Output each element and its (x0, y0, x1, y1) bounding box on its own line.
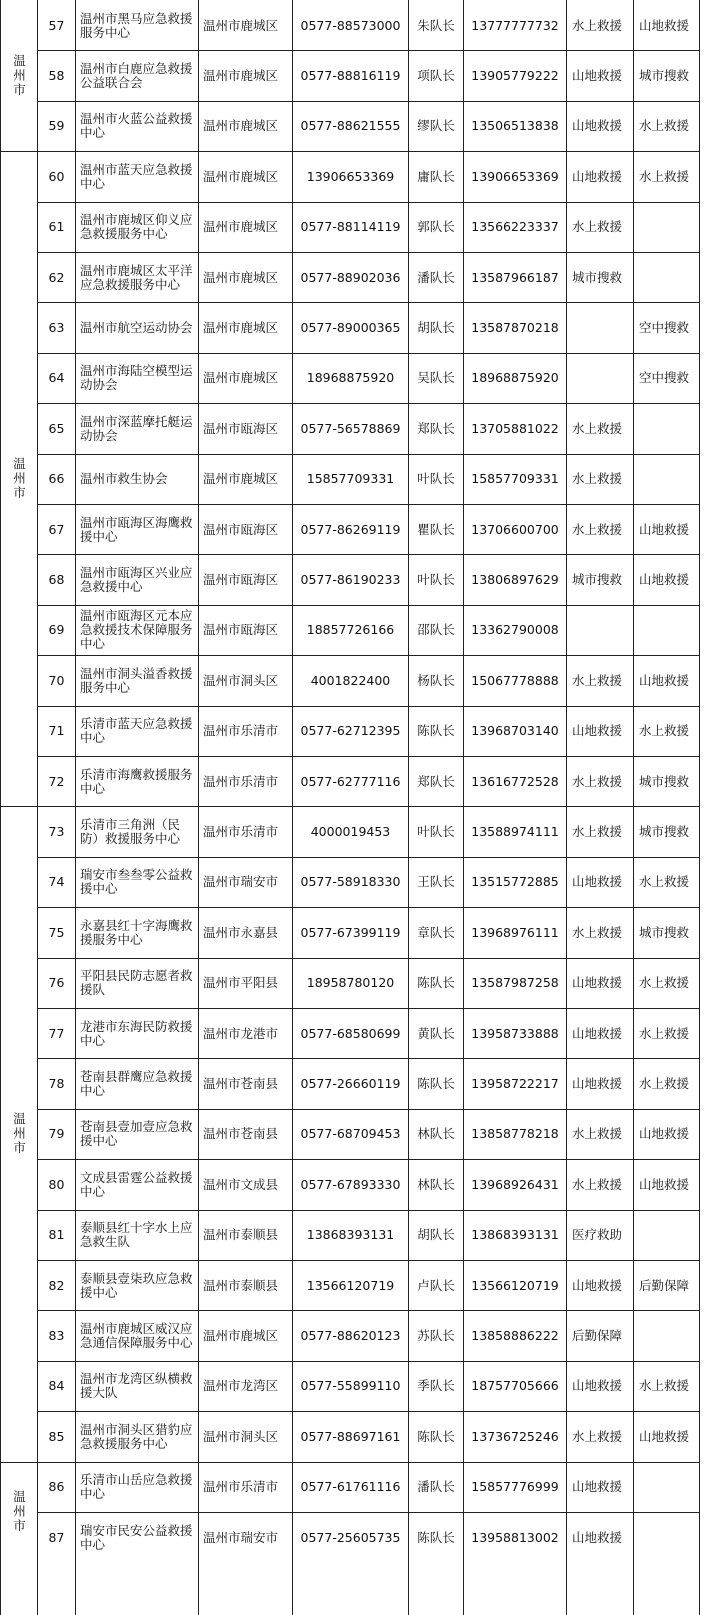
cell-district: 温州市瓯海区 (203, 521, 279, 537)
cell-office-phone: 4000019453 (310, 824, 391, 840)
cell-rescue-type-secondary (634, 606, 700, 655)
cell-team-leader: 潘队长 (417, 269, 455, 285)
cell-mobile-phone: 13968926431 (471, 1176, 559, 1192)
cell-rescue-type-primary: 山地救援 (572, 723, 623, 739)
cell-rescue-type-secondary (634, 1463, 700, 1512)
cell-district: 温州市鹿城区 (203, 68, 279, 84)
cell-row-number: 82 (48, 1277, 65, 1293)
cell-team-name: 温州市瓯海区海鹰救援中心 (80, 514, 193, 544)
cell-row-number: 68 (48, 572, 65, 588)
cell-mobile-phone: 18968875920 (471, 370, 559, 386)
cell-team-name: 温州市鹿城区仰义应急救援服务中心 (80, 212, 193, 242)
cell-rescue-type-primary: 山地救援 (572, 68, 623, 84)
cell-rescue-type-secondary: 城市搜救 (639, 924, 690, 940)
cell-row-number: 59 (48, 118, 65, 134)
cell-team-name: 泰顺县红十字水上应急救生队 (80, 1220, 193, 1250)
cell-team-name: 温州市深蓝摩托艇运动协会 (80, 413, 193, 443)
cell-mobile-phone: 13858778218 (471, 1126, 559, 1142)
cell-office-phone: 0577-89000365 (300, 320, 401, 336)
cell-district: 温州市乐清市 (203, 824, 279, 840)
cell-rescue-type-secondary: 城市搜救 (639, 773, 690, 789)
cell-rescue-type-secondary: 水上救援 (639, 975, 690, 991)
cell-team-name: 温州市火蓝公益救援中心 (80, 111, 193, 141)
cell-office-phone: 0577-68580699 (300, 1025, 401, 1041)
cell-district: 温州市瓯海区 (203, 622, 279, 638)
cell-rescue-type-primary: 山地救援 (572, 118, 623, 134)
cell-rescue-type-secondary (634, 1211, 700, 1260)
cell-row-number: 58 (48, 68, 65, 84)
region-label: 温州市 (11, 457, 27, 501)
cell-rescue-type-secondary: 后勤保障 (639, 1277, 690, 1293)
cell-mobile-phone: 13587966187 (471, 269, 559, 285)
cell-rescue-type-secondary: 山地救援 (639, 572, 690, 588)
cell-row-number: 67 (48, 521, 65, 537)
cell-district: 温州市平阳县 (203, 975, 279, 991)
cell-mobile-phone: 13777777732 (471, 17, 559, 33)
cell-mobile-phone: 13706600700 (471, 521, 559, 537)
cell-row-number: 86 (48, 1479, 65, 1495)
cell-team-leader: 庸队长 (417, 168, 455, 184)
cell-row-number: 77 (48, 1025, 65, 1041)
cell-row-number: 84 (48, 1378, 65, 1394)
cell-rescue-type-primary: 山地救援 (572, 1277, 623, 1293)
cell-team-name: 温州市瓯海区兴业应急救援中心 (80, 565, 193, 595)
region-separator (0, 1462, 37, 1463)
cell-team-leader: 陈队长 (417, 723, 455, 739)
cell-office-phone: 0577-56578869 (300, 420, 401, 436)
cell-rescue-type-primary: 山地救援 (572, 1025, 623, 1041)
cell-office-phone: 0577-88573000 (300, 17, 401, 33)
cell-office-phone: 0577-68709453 (300, 1126, 401, 1142)
cell-team-name: 龙港市东海民防救援中心 (80, 1018, 193, 1048)
cell-rescue-type-secondary: 城市搜救 (639, 68, 690, 84)
cell-district: 温州市鹿城区 (203, 219, 279, 235)
cell-team-leader: 陈队长 (417, 1428, 455, 1444)
cell-row-number: 65 (48, 420, 65, 436)
cell-office-phone: 0577-86269119 (300, 521, 401, 537)
cell-mobile-phone: 13515772885 (471, 874, 559, 890)
cell-rescue-type-secondary: 空中搜救 (639, 370, 690, 386)
cell-rescue-type-secondary (634, 203, 700, 252)
region-cell (0, 151, 37, 806)
cell-district: 温州市鹿城区 (203, 370, 279, 386)
cell-district: 温州市文成县 (203, 1176, 279, 1192)
cell-district: 温州市鹿城区 (203, 118, 279, 134)
cell-team-name: 乐清市三角洲（民防）救援服务中心 (80, 817, 181, 847)
cell-rescue-type-primary: 山地救援 (572, 874, 623, 890)
cell-mobile-phone: 13958733888 (471, 1025, 559, 1041)
cell-team-name: 苍南县壹加壹应急救援中心 (80, 1119, 193, 1149)
cell-row-number: 80 (48, 1176, 65, 1192)
cell-team-leader: 瞿队长 (417, 521, 455, 537)
cell-team-name: 温州市洞头溢香救援服务中心 (80, 665, 193, 695)
cell-team-leader: 吴队长 (417, 370, 455, 386)
cell-team-leader: 朱队长 (417, 17, 455, 33)
cell-rescue-type-primary: 山地救援 (572, 975, 623, 991)
cell-team-leader: 潘队长 (417, 1479, 455, 1495)
cell-rescue-type-primary: 水上救援 (572, 420, 623, 436)
cell-team-name: 温州市瓯海区元本应急救援技术保障服务中心 (80, 608, 193, 652)
cell-office-phone: 0577-67399119 (300, 924, 401, 940)
cell-rescue-type-secondary: 山地救援 (639, 1428, 690, 1444)
cell-office-phone: 0577-25605735 (300, 1529, 401, 1545)
cell-rescue-type-secondary: 山地救援 (639, 521, 690, 537)
cell-mobile-phone: 13705881022 (471, 420, 559, 436)
cell-office-phone: 15857709331 (306, 471, 395, 487)
cell-rescue-type-primary (567, 606, 633, 655)
cell-team-name: 乐清市海鹰救援服务中心 (80, 766, 193, 796)
cell-rescue-type-secondary (634, 1513, 700, 1562)
region-separator (0, 151, 37, 152)
cell-row-number: 83 (48, 1328, 65, 1344)
cell-team-leader: 项队长 (417, 68, 455, 84)
region-cell (0, 1462, 37, 1563)
cell-rescue-type-secondary: 水上救援 (639, 168, 690, 184)
cell-team-leader: 陈队长 (417, 1076, 455, 1092)
cell-row-number: 57 (48, 17, 65, 33)
cell-team-name: 温州市救生协会 (80, 471, 168, 487)
cell-office-phone: 0577-88816119 (300, 68, 401, 84)
cell-team-leader: 林队长 (417, 1176, 455, 1192)
cell-rescue-type-secondary (634, 1311, 700, 1360)
cell-team-leader: 胡队长 (417, 1227, 455, 1243)
cell-team-name: 瑞安市民安公益救援中心 (80, 1522, 193, 1552)
cell-rescue-type-secondary: 水上救援 (639, 874, 690, 890)
cell-rescue-type-primary: 山地救援 (572, 1378, 623, 1394)
cell-office-phone: 0577-67893330 (300, 1176, 401, 1192)
cell-district: 温州市瑞安市 (203, 1529, 279, 1545)
cell-district: 温州市龙湾区 (203, 1378, 279, 1394)
cell-rescue-type-primary: 水上救援 (572, 521, 623, 537)
cell-mobile-phone: 13906653369 (471, 168, 559, 184)
cell-team-leader: 林队长 (417, 1126, 455, 1142)
cell-team-leader: 黄队长 (417, 1025, 455, 1041)
cell-team-leader: 陈队长 (417, 975, 455, 991)
cell-rescue-type-primary: 水上救援 (572, 1126, 623, 1142)
cell-team-leader: 章队长 (417, 924, 455, 940)
cell-row-number: 71 (48, 723, 65, 739)
cell-row-number: 75 (48, 924, 65, 940)
cell-mobile-phone: 13858886222 (471, 1328, 559, 1344)
cell-rescue-type-secondary: 水上救援 (639, 118, 690, 134)
cell-office-phone: 0577-61761116 (300, 1479, 401, 1495)
cell-team-name: 乐清市蓝天应急救援中心 (80, 716, 193, 746)
cell-office-phone: 13566120719 (306, 1277, 395, 1293)
cell-team-name: 温州市蓝天应急救援中心 (80, 161, 193, 191)
cell-rescue-type-secondary: 山地救援 (639, 1176, 690, 1192)
cell-rescue-type-primary: 水上救援 (572, 219, 623, 235)
cell-rescue-type-primary: 山地救援 (572, 168, 623, 184)
cell-team-name: 温州市黑马应急救援服务中心 (80, 10, 193, 40)
cell-mobile-phone: 13968976111 (471, 924, 559, 940)
cell-office-phone: 0577-88621555 (300, 118, 401, 134)
cell-row-number: 62 (48, 269, 65, 285)
cell-office-phone: 18958780120 (306, 975, 395, 991)
cell-office-phone: 18968875920 (306, 370, 395, 386)
cell-team-name: 泰顺县壹柒玖应急救援中心 (80, 1270, 193, 1300)
cell-team-leader: 邵队长 (417, 622, 455, 638)
cell-rescue-type-primary: 山地救援 (572, 1479, 623, 1495)
cell-office-phone: 0577-62777116 (300, 773, 401, 789)
cell-rescue-type-primary: 山地救援 (572, 1529, 623, 1545)
cell-mobile-phone: 13868393131 (471, 1227, 559, 1243)
cell-district: 温州市鹿城区 (203, 17, 279, 33)
cell-district: 温州市泰顺县 (203, 1227, 279, 1243)
cell-row-number: 63 (48, 320, 65, 336)
cell-district: 温州市瑞安市 (203, 874, 279, 890)
cell-office-phone: 4001822400 (310, 672, 391, 688)
cell-mobile-phone: 13968703140 (471, 723, 559, 739)
cell-team-leader: 陈队长 (417, 1529, 455, 1545)
cell-office-phone: 0577-88902036 (300, 269, 401, 285)
cell-district: 温州市鹿城区 (203, 471, 279, 487)
cell-row-number: 64 (48, 370, 65, 386)
cell-district: 温州市鹿城区 (203, 168, 279, 184)
cell-office-phone: 13868393131 (306, 1227, 395, 1243)
cell-district: 温州市洞头区 (203, 1428, 279, 1444)
cell-mobile-phone: 13587987258 (471, 975, 559, 991)
cell-rescue-type-secondary: 水上救援 (639, 1025, 690, 1041)
cell-team-leader: 缪队长 (417, 118, 455, 134)
cell-rescue-type-primary: 水上救援 (572, 17, 623, 33)
cell-rescue-type-primary: 水上救援 (572, 1428, 623, 1444)
region-label: 温州市 (11, 1112, 27, 1156)
cell-team-name: 平阳县民防志愿者救援队 (80, 968, 193, 998)
cell-rescue-type-primary: 山地救援 (572, 1076, 623, 1092)
cell-mobile-phone: 13905779222 (471, 68, 559, 84)
cell-mobile-phone: 13566120719 (471, 1277, 559, 1293)
cell-mobile-phone: 15067778888 (471, 672, 559, 688)
cell-mobile-phone: 15857709331 (471, 471, 559, 487)
cell-district: 温州市龙港市 (203, 1025, 279, 1041)
cell-row-number: 79 (48, 1126, 65, 1142)
cell-team-leader: 郑队长 (417, 420, 455, 436)
cell-team-name: 温州市鹿城区太平洋应急救援服务中心 (80, 262, 193, 292)
cell-office-phone: 0577-88620123 (300, 1328, 401, 1344)
cell-rescue-type-secondary: 山地救援 (639, 1126, 690, 1142)
cell-mobile-phone: 18757705666 (471, 1378, 559, 1394)
cell-rescue-type-primary: 后勤保障 (572, 1328, 623, 1344)
cell-mobile-phone: 13362790008 (471, 622, 559, 638)
cell-team-leader: 叶队长 (417, 824, 455, 840)
cell-rescue-type-primary: 城市搜救 (572, 572, 623, 588)
cell-rescue-type-primary: 水上救援 (572, 1176, 623, 1192)
cell-team-name: 温州市龙湾区纵横救援大队 (80, 1371, 193, 1401)
cell-office-phone: 0577-62712395 (300, 723, 401, 739)
cell-team-name: 瑞安市叁叁零公益救援中心 (80, 867, 193, 897)
cell-team-name: 温州市航空运动协会 (80, 320, 193, 336)
cell-office-phone: 0577-26660119 (300, 1076, 401, 1092)
cell-row-number: 78 (48, 1076, 65, 1092)
cell-rescue-type-secondary: 山地救援 (639, 672, 690, 688)
cell-district: 温州市瓯海区 (203, 572, 279, 588)
cell-team-name: 温州市海陆空模型运动协会 (80, 363, 193, 393)
cell-row-number: 61 (48, 219, 65, 235)
cell-row-number: 76 (48, 975, 65, 991)
cell-district: 温州市鹿城区 (203, 1328, 279, 1344)
cell-district: 温州市瓯海区 (203, 420, 279, 436)
cell-rescue-type-primary (567, 354, 633, 403)
cell-row-number: 81 (48, 1227, 65, 1243)
cell-team-leader: 郑队长 (417, 773, 455, 789)
cell-mobile-phone: 13588974111 (471, 824, 559, 840)
cell-office-phone: 0577-58918330 (300, 874, 401, 890)
cell-rescue-type-primary (567, 303, 633, 352)
cell-rescue-type-primary: 水上救援 (572, 773, 623, 789)
cell-mobile-phone: 13506513838 (471, 118, 559, 134)
cell-district: 温州市苍南县 (203, 1126, 279, 1142)
region-separator (0, 806, 37, 807)
cell-team-leader: 叶队长 (417, 471, 455, 487)
cell-mobile-phone: 13587870218 (471, 320, 559, 336)
region-label: 温州市 (11, 1490, 27, 1534)
cell-office-phone: 0577-86190233 (300, 572, 401, 588)
cell-team-leader: 苏队长 (417, 1328, 455, 1344)
cell-team-name: 温州市鹿城区威汉应急通信保障服务中心 (80, 1321, 193, 1351)
cell-team-name: 苍南县群鹰应急救援中心 (80, 1069, 193, 1099)
cell-district: 温州市乐清市 (203, 773, 279, 789)
region-label: 温州市 (11, 53, 27, 98)
cell-row-number: 72 (48, 773, 65, 789)
cell-rescue-type-primary: 水上救援 (572, 672, 623, 688)
cell-rescue-type-secondary: 山地救援 (639, 17, 690, 33)
cell-mobile-phone: 15857776999 (471, 1479, 559, 1495)
cell-team-leader: 卢队长 (417, 1277, 455, 1293)
region-cell (0, 806, 37, 1461)
region-cell (0, 0, 37, 151)
cell-row-number: 60 (48, 168, 65, 184)
cell-mobile-phone: 13736725246 (471, 1428, 559, 1444)
cell-office-phone: 13906653369 (306, 168, 395, 184)
cell-rescue-type-secondary: 水上救援 (639, 1076, 690, 1092)
cell-district: 温州市乐清市 (203, 1479, 279, 1495)
cell-team-leader: 郭队长 (417, 219, 455, 235)
cell-row-number: 87 (48, 1529, 65, 1545)
cell-team-leader: 季队长 (417, 1378, 455, 1394)
cell-district: 温州市永嘉县 (203, 924, 279, 940)
cell-rescue-type-secondary: 水上救援 (639, 723, 690, 739)
cell-district: 温州市苍南县 (203, 1076, 279, 1092)
cell-mobile-phone: 13958813002 (471, 1529, 559, 1545)
cell-team-leader: 叶队长 (417, 572, 455, 588)
cell-team-name: 温州市洞头区猎豹应急救援服务中心 (80, 1421, 193, 1451)
cell-mobile-phone: 13616772528 (471, 773, 559, 789)
cell-rescue-type-primary: 城市搜救 (572, 269, 623, 285)
cell-office-phone: 0577-88114119 (300, 219, 401, 235)
cell-district: 温州市鹿城区 (203, 320, 279, 336)
cell-rescue-type-primary: 医疗救助 (572, 1227, 623, 1243)
cell-team-name: 文成县雷霆公益救援中心 (80, 1169, 193, 1199)
cell-row-number: 85 (48, 1428, 65, 1444)
cell-mobile-phone: 13958722217 (471, 1076, 559, 1092)
cell-row-number: 74 (48, 874, 65, 890)
cell-team-leader: 胡队长 (417, 320, 455, 336)
cell-mobile-phone: 13806897629 (471, 572, 559, 588)
cell-district: 温州市泰顺县 (203, 1277, 279, 1293)
cell-office-phone: 0577-55899110 (300, 1378, 401, 1394)
cell-team-name: 乐清市山岳应急救援中心 (80, 1472, 193, 1502)
cell-rescue-type-primary: 水上救援 (572, 924, 623, 940)
cell-office-phone: 18857726166 (306, 622, 395, 638)
cell-rescue-type-secondary: 城市搜救 (639, 824, 690, 840)
cell-row-number: 69 (48, 622, 65, 638)
cell-team-leader: 杨队长 (417, 672, 455, 688)
cell-rescue-type-primary: 水上救援 (572, 824, 623, 840)
cell-row-number: 66 (48, 471, 65, 487)
cell-team-name: 永嘉县红十字海鹰救援服务中心 (80, 917, 193, 947)
cell-team-name: 温州市白鹿应急救援公益联合会 (80, 61, 193, 91)
cell-team-leader: 王队长 (417, 874, 455, 890)
cell-district: 温州市乐清市 (203, 723, 279, 739)
cell-rescue-type-primary: 水上救援 (572, 471, 623, 487)
cell-office-phone: 0577-88697161 (300, 1428, 401, 1444)
cell-rescue-type-secondary (634, 455, 700, 504)
cell-rescue-type-secondary: 水上救援 (639, 1378, 690, 1394)
cell-rescue-type-secondary: 空中搜救 (639, 320, 690, 336)
cell-rescue-type-secondary (634, 404, 700, 453)
cell-rescue-type-secondary (634, 253, 700, 302)
cell-mobile-phone: 13566223337 (471, 219, 559, 235)
cell-row-number: 73 (48, 824, 65, 840)
cell-district: 温州市洞头区 (203, 672, 279, 688)
cell-row-number: 70 (48, 672, 65, 688)
cell-district: 温州市鹿城区 (203, 269, 279, 285)
